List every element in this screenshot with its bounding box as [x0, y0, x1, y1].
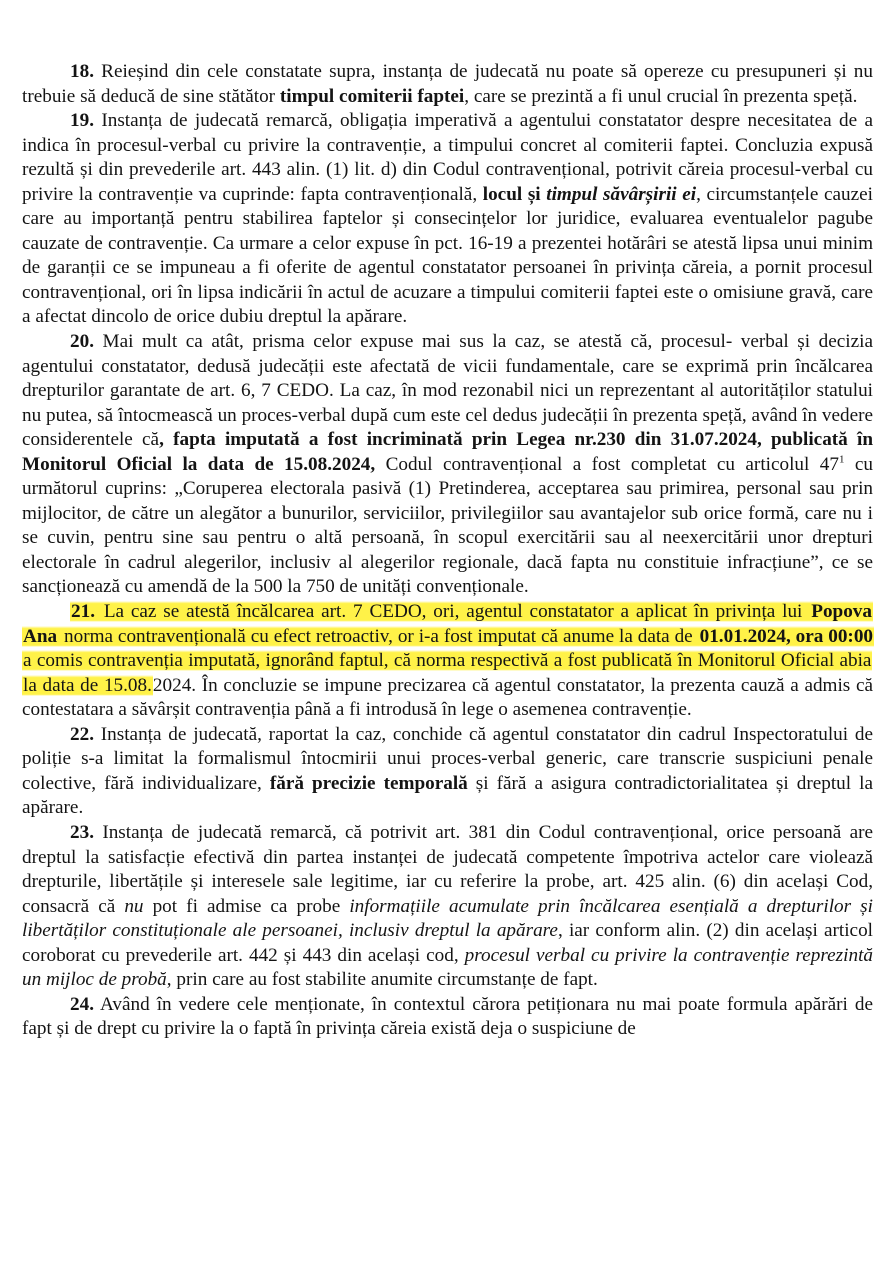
text-run: , circumstanțele cauzei care au importanță pentru stabilirea faptelor și consecințelor lor juridice, evaluarea eventualelor pagube cauzate de contravenție. Ca urmare a celor expuse în pct. 16-19 a prezentei hotărâri se atestă lipsa unui minim de garanții ce se impuneau a fi oferite de agentul constatator persoanei în privința căreia, a pornit procesul contravențional, ori în lipsa indicării în actul de acuzare a timpului comiterii faptei este o omisiune gravă, care a afectat dincolo de orice dubiu dreptul la apărare. — [22, 183, 873, 328]
text-run: pot fi admise ca probe — [143, 895, 350, 917]
paragraph-number: 24. — [70, 993, 94, 1015]
highlighted-text: Popova Ana — [23, 601, 872, 647]
paragraph-18 — [22, 60, 873, 109]
highlighted-text: norma contravențională cu efect retroactiv, or i-a fost imputat că anume la data de — [59, 625, 698, 647]
paragraph-24 — [22, 993, 873, 1042]
bold-text: , fapta imputată a fost incriminată prin Legea nr.230 din 31.07.2024, publicată în Monitorul Oficial la data de 15.08.2024, — [22, 429, 874, 475]
text-run: Instanța de judecată, raportat la caz, conchide că agentul constatator din cadrul Inspectoratului de poliție s-a limitat la formalismul întocmirii unui proces-verbal generic, care transcrie suspiciuni penale colective, fără individualizare, — [22, 723, 873, 794]
text-run: , care se prezintă a fi unul crucial în prezenta speță. — [464, 85, 858, 107]
italic-text: informațiile acumulate prin încălcarea esențială a drepturilor și libertăților constituționale ale persoanei, inclusiv dreptul la apărare — [22, 895, 873, 942]
paragraph-22 — [22, 723, 873, 821]
highlighted-text: 01.01.2024, ora 00:00 — [699, 625, 874, 647]
bold-italic-text: timpul săvârșirii ei — [546, 183, 697, 205]
text-run: Mai mult ca atât, prisma celor expuse mai sus la caz, se atestă că, procesul- verbal și decizia agentului constatator, dedusă judecății este afectată de vicii fundamentale, care se exprimă prin încălcarea drepturilor garantate de art. 6, 7 CEDO. La caz, în mod rezonabil nici un reprezentant al autorităților statului nu putea, să întocmească un proces-verbal după cum este cel dedus judecății în prezenta speță, având în vedere considerentele că — [22, 331, 873, 451]
highlighted-text: La caz se atestă încălcarea art. 7 CEDO, ori, agentul constatator a aplicat în privința lui — [96, 601, 810, 623]
text-run: Codul contravențional a fost completat cu articolul 47 — [375, 453, 839, 475]
paragraph-number: 21. — [71, 601, 95, 623]
text-run: , iar conform alin. (2) din același articol coroborat cu prevederile art. 442 și 443 din același cod, — [22, 920, 873, 966]
italic-text: nu — [124, 895, 144, 917]
text-run: Reieșind din cele constatate supra, instanța de judecată nu poate să opereze cu presupuneri și nu trebuie să deducă de sine stătător — [22, 61, 873, 107]
paragraph-20 — [22, 330, 873, 600]
paragraph-number: 20. — [70, 331, 94, 353]
text-run: , prin care au fost stabilite anumite circumstanțe de fapt. — [166, 969, 598, 991]
paragraph-number: 19. — [70, 110, 94, 132]
paragraph-21-highlighted — [22, 600, 873, 723]
text-run: Având în vedere cele menționate, în contextul cărora petiționara nu mai poate formula apărări de fapt și de drept cu privire la o faptă în privința căreia există deja o suspiciune de — [22, 993, 873, 1040]
paragraph-number: 22. — [70, 723, 94, 745]
bold-text: locul și — [482, 183, 547, 205]
paragraph-19 — [22, 109, 873, 330]
paragraph-number: 18. — [70, 61, 94, 82]
text-run: Instanța de judecată remarcă, că potrivit art. 381 din Codul contravențional, orice persoană are dreptul la satisfacție efectivă din partea instanței de judecată competente împotriva actelor care violează drepturile, libertățile și interesele sale legitime, iar cu referire la probe, art. 425 alin. (6) din același Cod, consacră că — [22, 821, 873, 917]
paragraph-number: 23. — [70, 821, 94, 843]
text-run: și fără a asigura contradictorialitatea și dreptul la apărare. — [22, 772, 873, 819]
italic-text: procesul verbal cu privire la contravenție reprezintă un mijloc de probă — [22, 944, 873, 991]
superscript: 1 — [838, 453, 845, 466]
text-run: Instanța de judecată remarcă, obligația imperativă a agentului constatator despre necesitatea de a indica în procesul-verbal cu privire la contravenție, a timpului concret al comiterii faptei. Concluzia expusă rezultă și din prevederile art. 443 alin. (1) lit. d) din Codul contravențional, potrivit căreia procesul-verbal cu privire la contravenție va cuprinde: fapta contravențională, — [22, 110, 873, 205]
highlighted-text: a comis contravenția imputată, ignorând faptul, că norma respectivă a fost publicată în Monitorul Oficial abia la data de 15.08. — [23, 650, 872, 696]
text-run: 2024. În concluzie se impune precizarea că agentul constatator, la prezenta cauză a admis că contestatara a săvârșit contravenția până a fi introdusă în lege o asemenea contravenție. — [22, 674, 873, 721]
document-page — [22, 60, 873, 1042]
paragraph-23 — [22, 821, 873, 993]
text-run: cu următorul cuprins: „Coruperea electorala pasivă (1) Pretinderea, acceptarea sau primirea, personal sau prin mijlocitor, de către un alegător a bunurilor, serviciilor, privilegiilor sau avantajelor sub orice formă, care nu i se cuvin, pentru sine sau pentru o altă persoană, în scopul exercitării sau al neexercitării unor drepturi electorale în cadrul alegerilor, inclusiv al alegerilor regionale, dacă fapta nu constituie infracțiune”, ce se sancționează cu amendă de la 500 la 750 de unități convenționale. — [22, 453, 873, 598]
bold-text: fără precizie temporală — [269, 772, 468, 794]
bold-text: timpul comiterii faptei — [279, 85, 465, 107]
